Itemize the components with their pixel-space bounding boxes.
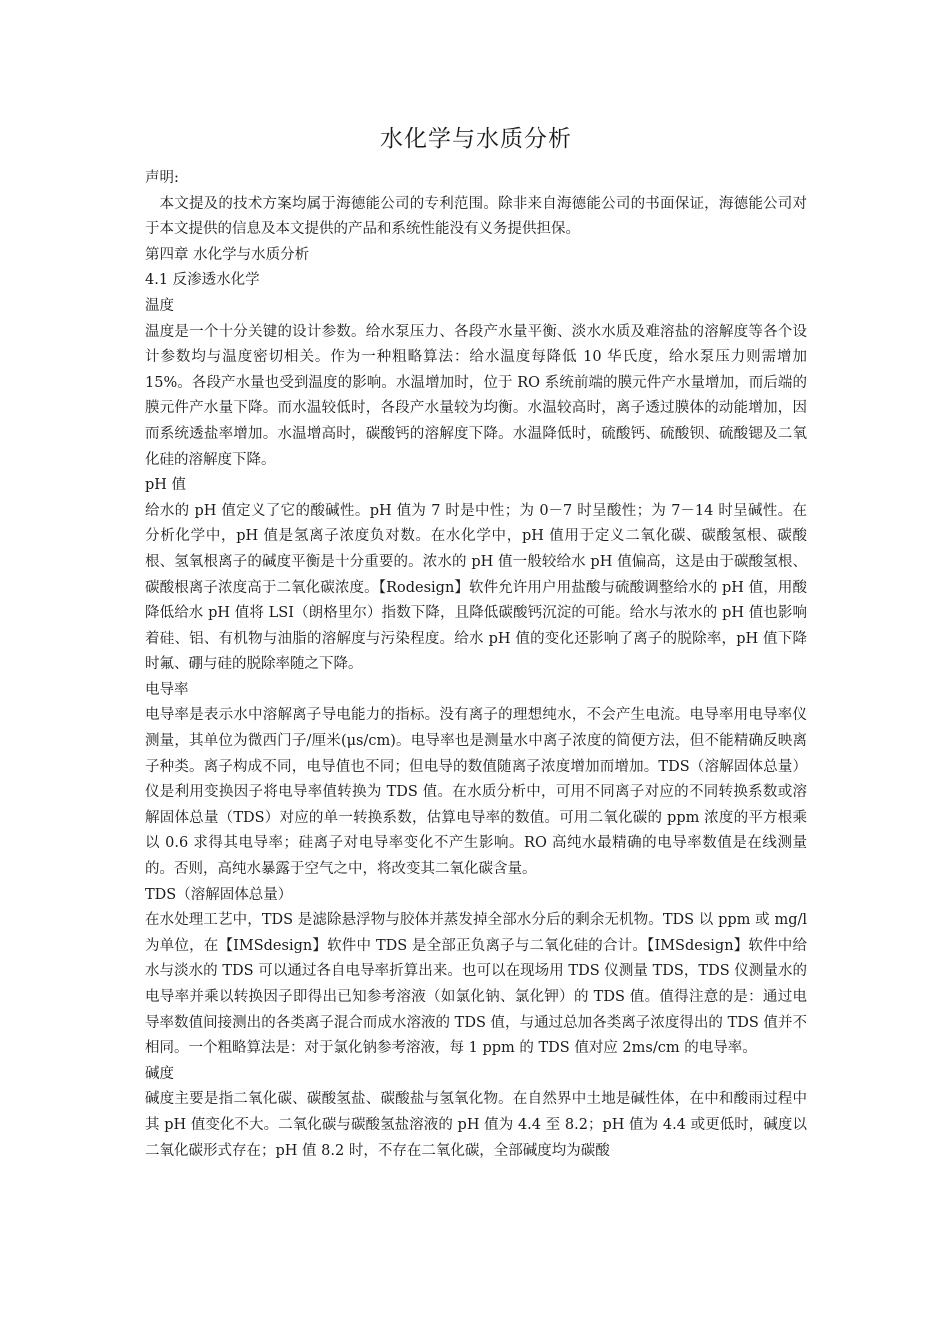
declaration-label: 声明:	[145, 170, 179, 186]
document-title: 水化学与水质分析	[380, 126, 572, 152]
ph-body: 给水的 pH 值定义了它的酸碱性。pH 值为 7 时是中性；为 0－7 时呈酸性；为 7－14 时呈碱性。在分析化学中，pH 值是氢离子浓度负对数。在水化学中，pH 值用于定义二氧化碳、碳酸氢根、碳酸根、氢氧根离子的碱度平衡是十分重要的。浓水的 pH 值一般较给水 pH 值偏高，这是由于碳酸氢根、碳酸根离子浓度高于二氧化碳浓度。【Rodesign】软件允许用户用盐酸与硫酸调整给水的 pH 值，用酸降低给水 pH 值将 LSI（朗格里尔）指数下降，且降低碳酸钙沉淀的可能。给水与浓水的 pH 值也影响着硅、铝、有机物与油脂的溶解度与污染程度。给水 pH 值的变化还影响了离子的脱除率，pH 值下降时氟、硼与硅的脱除率随之下降。	[145, 502, 807, 673]
alkalinity-body: 碱度主要是指二氧化碳、碳酸氢盐、碳酸盐与氢氧化物。在自然界中土地是碱性体，在中和酸雨过程中其 pH 值变化不大。二氧化碳与碳酸氢盐溶液的 pH 值为 4.4 至 8.2；pH 值为 4.4 或更低时，碱度以二氧化碳形式存在；pH 值 8.2 时，不存在二氧化碳，全部碱度均为碳酸	[145, 1091, 807, 1159]
ph-heading: pH 值	[145, 477, 187, 494]
conductivity-body: 电导率是表示水中溶解离子导电能力的指标。没有离子的理想纯水，不会产生电流。电导率用电导率仪测量，其单位为微西门子/厘米(μs/cm)。电导率也是测量水中离子浓度的简便方法，但不能精确反映离子种类。离子构成不同，电导值也不同；但电导的数值随离子浓度增加而增加。TDS（溶解固体总量）仪是利用变换因子将电导率值转换为 TDS 值。在水质分析中，可用不同离子对应的不同转换系数或溶解固体总量（TDS）对应的单一转换系数，估算电导率的数值。可用二氧化碳的 ppm 浓度的平方根乘以 0.6 求得其电导率；硅离子对电导率变化不产生影响。RO 高纯水最精确的电导率数值是在线测量的。否则，高纯水暴露于空气之中，将改变其二氧化碳含量。	[145, 707, 807, 878]
conductivity-heading: 电导率	[145, 681, 189, 698]
tds-body: 在水处理工艺中，TDS 是滤除悬浮物与胶体并蒸发掉全部水分后的剩余无机物。TDS 以 ppm 或 mg/l 为单位，在【IMSdesign】软件中 TDS 是全部正负离子与二氧化硅的合计。【IMSdesign】软件中给水与淡水的 TDS 可以通过各自电导率折算出来。也可以在现场用 TDS 仪测量 TDS，TDS 仪测量水的电导率并乘以转换因子即得出已知参考溶液（如氯化钠、氯化钾）的 TDS 值。值得注意的是：通过电导率数值间接测出的各类离子混合而成水溶液的 TDS 值，与通过总加各类离子浓度得出的 TDS 值并不相同。一个粗略算法是：对于氯化钠参考溶液，每 1 ppm 的 TDS 值对应 2ms/cm 的电导率。	[145, 912, 807, 1057]
tds-heading: TDS（溶解固体总量）	[145, 886, 293, 903]
temperature-heading: 温度	[145, 297, 174, 314]
alkalinity-heading: 碱度	[145, 1065, 174, 1082]
declaration-text: 本文提及的技术方案均属于海德能公司的专利范围。除非来自海德能公司的书面保证，海德能公司对于本文提供的信息及本文提供的产品和系统性能没有义务提供担保。	[145, 195, 807, 238]
temperature-body: 温度是一个十分关键的设计参数。给水泵压力、各段产水量平衡、淡水水质及难溶盐的溶解度等各个设计参数均与温度密切相关。作为一种粗略算法：给水温度每降低 10 华氏度，给水泵压力则需增加 15%。各段产水量也受到温度的影响。水温增加时，位于 RO 系统前端的膜元件产水量增加，而后端的膜元件产水量下降。而水温较低时，各段产水量较为均衡。水温较高时，离子透过膜体的动能增加，因而系统透盐率增加。水温增高时，碳酸钙的溶解度下降。水温降低时，硫酸钙、硫酸钡、硫酸锶及二氧化硅的溶解度下降。	[145, 323, 807, 468]
section-heading: 4.1 反渗透水化学	[145, 272, 260, 289]
document-page	[145, 122, 807, 1164]
chapter-heading: 第四章 水化学与水质分析	[145, 246, 310, 263]
